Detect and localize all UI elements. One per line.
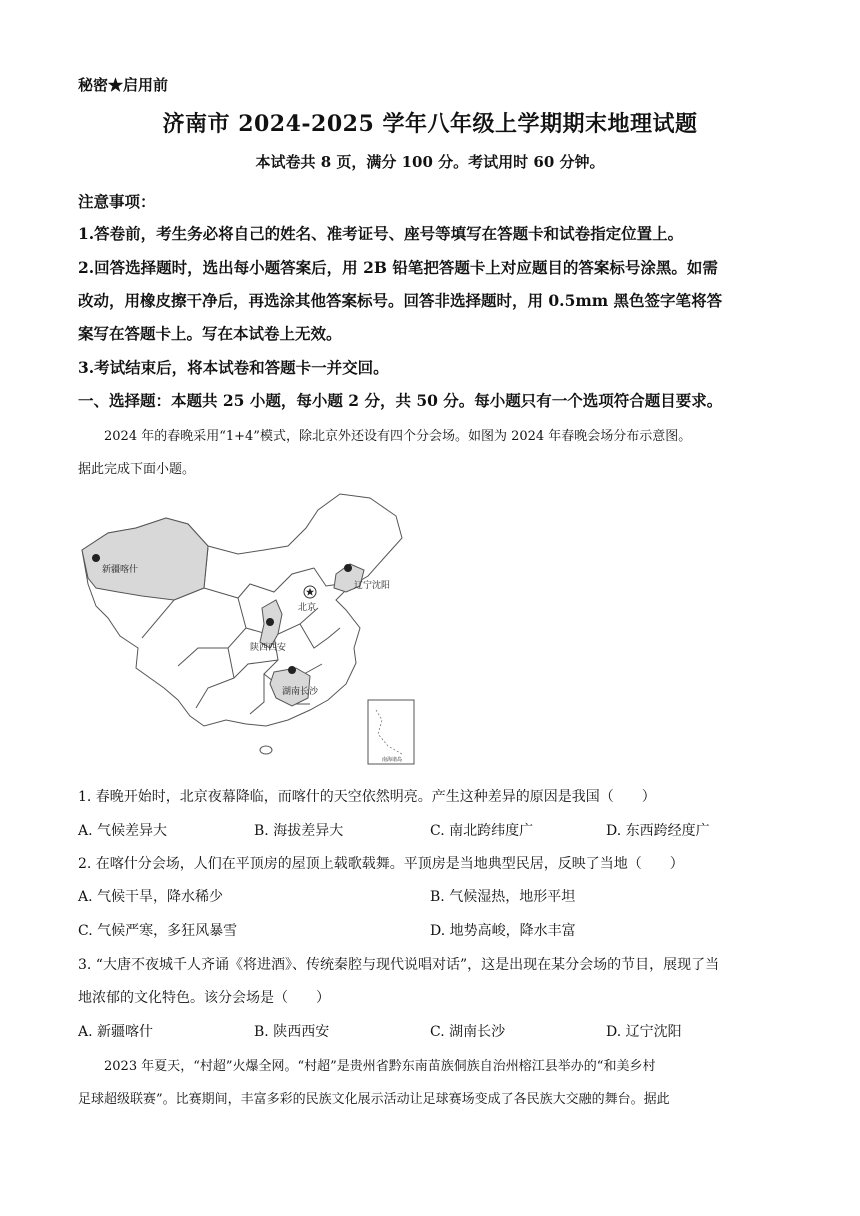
label-shenyang: 辽宁沈阳: [354, 581, 391, 591]
south-sea-inset: [368, 700, 414, 764]
q3-option-d: D. 辽宁沈阳: [606, 1024, 682, 1040]
q1-option-a: A. 气候差异大: [78, 823, 168, 839]
label-xian: 陕西西安: [250, 643, 287, 653]
intro-line-1: 2024 年的春晚采用“1+4”模式，除北京外还设有四个分会场。如图为 2024 年春晚会场分布示意图。: [104, 429, 692, 444]
notice-item-3: 3.考试结束后，将本试卷和答题卡一并交回。: [78, 358, 389, 377]
q2-option-c: C. 气候严寒，多狂风暴雪: [78, 923, 238, 939]
q1-option-d: D. 东西跨经度广: [606, 823, 710, 839]
q1-option-c: C. 南北跨纬度广: [430, 823, 534, 839]
label-kashgar: 新疆喀什: [102, 565, 139, 575]
section-heading: 一、选择题：本题共 25 小题，每小题 2 分，共 50 分。每小题只有一个选项符合题目要求。: [78, 391, 723, 410]
passage-2-line-2: 足球超级联赛”。比赛期间，丰富多彩的民族文化展示活动让足球赛场变成了各民族大交融的舞台。据此: [78, 1092, 670, 1107]
q2-option-b: B. 气候湿热，地形平坦: [430, 889, 576, 905]
china-map-figure: [78, 488, 418, 768]
label-inset: 南海诸岛: [382, 757, 403, 763]
question-3-stem-line-2: 地浓郁的文化特色。该分会场是（ ）: [78, 990, 330, 1006]
question-2-stem: 2. 在喀什分会场，人们在平顶房的屋顶上载歌载舞。平顶房是当地典型民居，反映了当地（ ）: [78, 856, 684, 872]
notice-item-2-line-3: 案写在答题卡上。写在本试卷上无效。: [78, 324, 342, 343]
q3-option-a: A. 新疆喀什: [78, 1024, 154, 1040]
question-3-stem-line-1: 3. “大唐不夜城千人齐诵《将进酒》、传统秦腔与现代说唱对话”，这是出现在某分会场的节目，展现了当: [78, 957, 720, 973]
q2-option-a: A. 气候干旱，降水稀少: [78, 889, 224, 905]
notice-item-2-line-2: 改动，用橡皮擦干净后，再选涂其他答案标号。回答非选择题时，用 0.5mm 黑色签字笔将答: [78, 291, 723, 310]
question-1-stem: 1. 春晚开始时，北京夜幕降临，而喀什的天空依然明亮。产生这种差异的原因是我国（ ）: [78, 789, 656, 805]
passage-2-line-1: 2023 年夏天，“村超”火爆全网。“村超”是贵州省黔东南苗族侗族自治州榕江县举办的“和美乡村: [104, 1059, 656, 1074]
page-title: 济南市 2024-2025 学年八年级上学期期末地理试题: [162, 111, 698, 137]
confidential-label: 秘密★启用前: [78, 76, 169, 94]
q1-option-b: B. 海拔差异大: [254, 823, 344, 839]
q3-option-b: B. 陕西西安: [254, 1024, 330, 1040]
xinjiang-region: [82, 518, 208, 600]
notice-heading: 注意事项：: [78, 192, 156, 211]
label-beijing: 北京: [298, 603, 317, 613]
q2-option-d: D. 地势高峻，降水丰富: [430, 923, 576, 939]
notice-item-1: 1.答卷前，考生务必将自己的姓名、准考证号、座号等填写在答题卡和试卷指定位置上。: [78, 224, 684, 243]
intro-line-2: 据此完成下面小题。: [78, 462, 196, 477]
exam-subtitle: 本试卷共 8 页，满分 100 分。考试用时 60 分钟。: [255, 153, 605, 171]
beijing-star-icon: [304, 586, 316, 598]
q3-option-c: C. 湖南长沙: [430, 1024, 506, 1040]
notice-item-2-line-1: 2.回答选择题时，选出每小题答案后，用 2B 铅笔把答题卡上对应题目的答案标号涂黑。如需: [78, 258, 718, 277]
label-changsha: 湖南长沙: [282, 687, 319, 697]
